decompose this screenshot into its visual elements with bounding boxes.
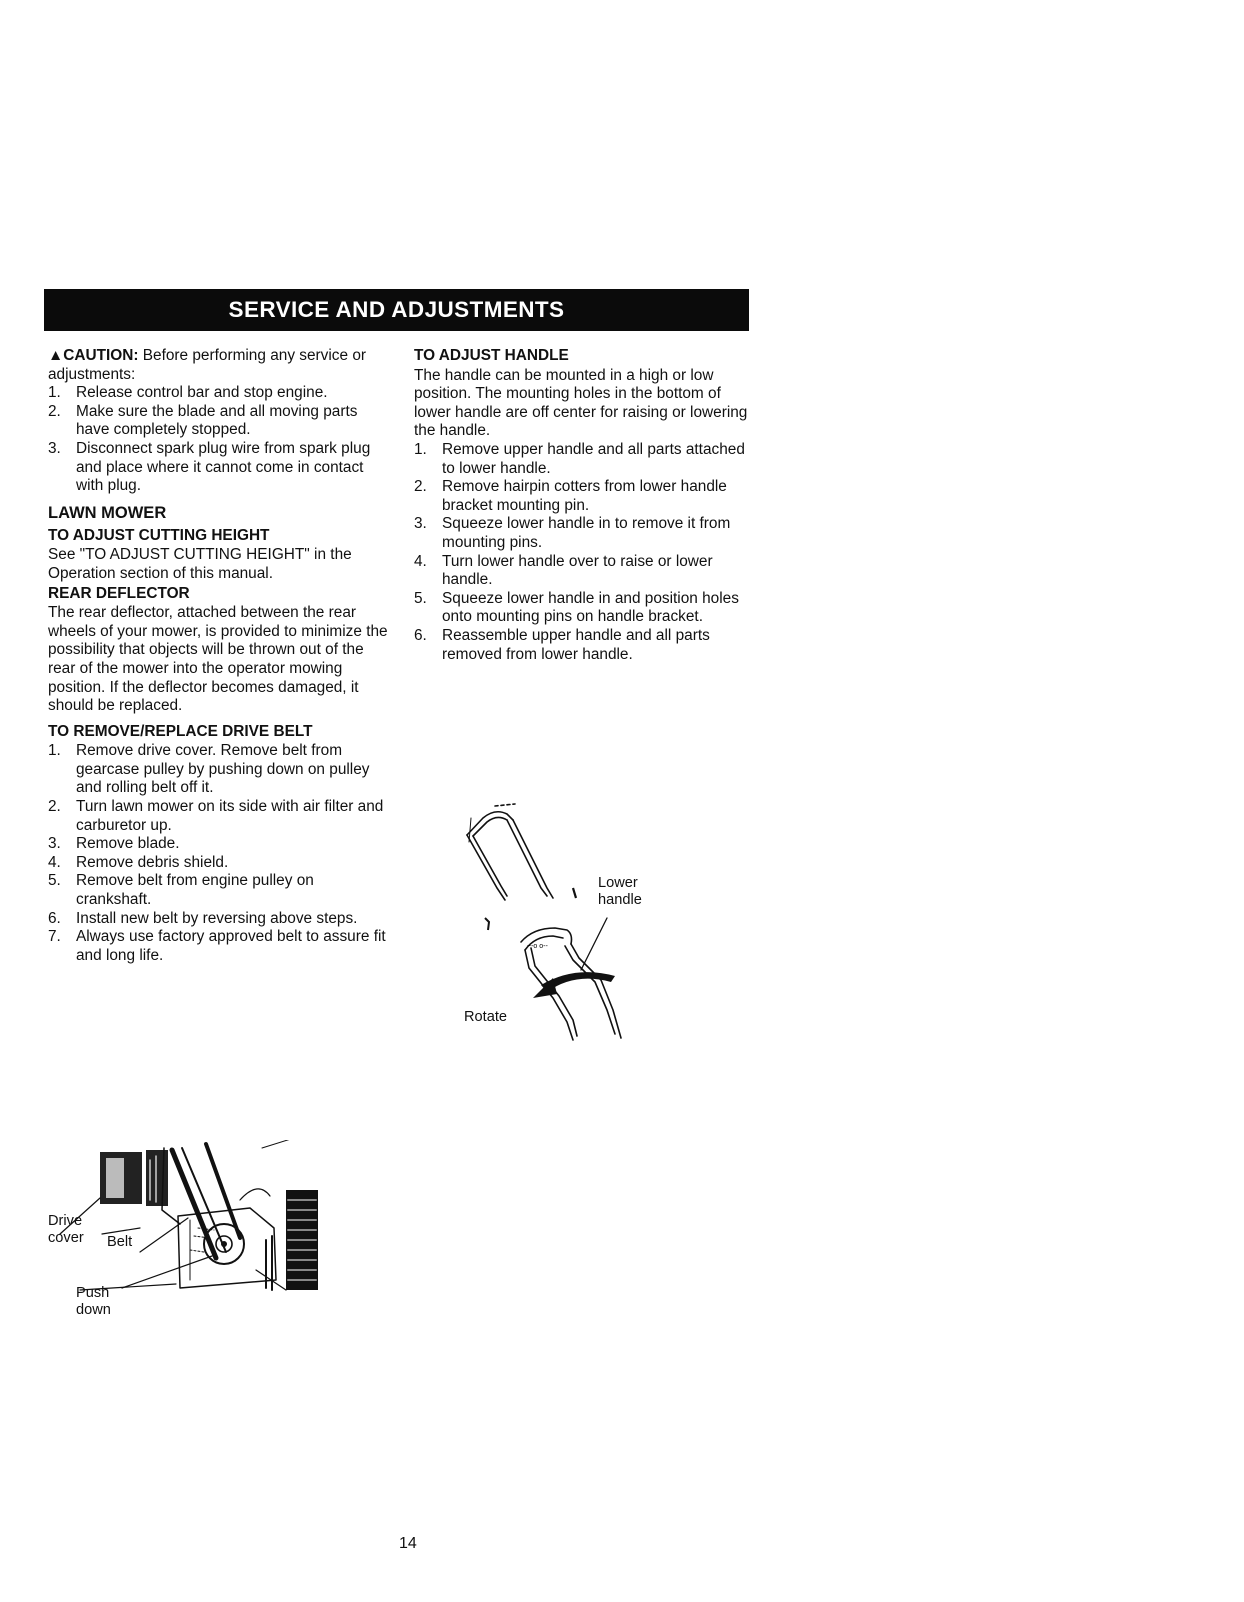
list-item [414, 627, 759, 664]
step-text: Make sure the blade and all moving parts have completely stopped. [76, 402, 358, 439]
step-text: Remove blade. [76, 835, 180, 853]
down-label: down [76, 1302, 111, 1318]
list-item [414, 478, 759, 515]
list-item [414, 441, 759, 478]
list-item [48, 403, 393, 440]
handle-bracket-mark: ~-o o-- [527, 943, 548, 950]
step-text: Squeeze lower handle in and position holes onto mounting pins on handle bracket. [442, 589, 739, 626]
step-text: Install new belt by reversing above steps. [76, 909, 358, 927]
step-number: 2. [414, 478, 427, 496]
lower-label: Lower [598, 875, 638, 891]
step-text: Turn lower handle over to raise or lower handle. [442, 552, 713, 589]
cutting-height-heading: TO ADJUST CUTTING HEIGHT [48, 526, 270, 544]
handle-steps-list [414, 441, 759, 664]
step-number: 1. [48, 384, 61, 402]
step-text: Remove upper handle and all parts attached to lower handle. [442, 440, 745, 477]
rear-deflector-heading: REAR DEFLECTOR [48, 584, 190, 602]
step-text: Remove hairpin cotters from lower handle bracket mounting pin. [442, 478, 727, 514]
list-item [414, 553, 759, 590]
caution-label: CAUTION: [63, 347, 139, 364]
step-number: 1. [414, 440, 427, 458]
step-text: Remove drive cover. Remove belt from gearcase pulley by pushing down on pulley and rolling belt off it. [76, 742, 370, 797]
caution-text: Before performing any service or adjustments: [48, 347, 367, 383]
list-item [48, 910, 393, 929]
step-number: 6. [48, 909, 61, 927]
cover-label: cover [48, 1230, 84, 1246]
rotate-label: Rotate [464, 1009, 507, 1025]
list-item [414, 590, 759, 627]
list-item [48, 835, 393, 854]
handle-label: handle [598, 892, 642, 908]
drive-belt-heading: TO REMOVE/REPLACE DRIVE BELT [48, 722, 313, 740]
step-number: 6. [414, 626, 427, 644]
step-number: 2. [48, 798, 61, 816]
cutting-height-text: See "TO ADJUST CUTTING HEIGHT" in the Operation section of this manual. [48, 546, 352, 582]
list-item [414, 515, 759, 552]
drive-label: Drive [48, 1213, 83, 1229]
caution-paragraph [48, 347, 393, 384]
section-title: SERVICE AND ADJUSTMENTS [228, 297, 565, 322]
step-number: 3. [414, 515, 427, 533]
right-column [414, 347, 759, 664]
step-number: 4. [414, 552, 427, 570]
step-text: Release control bar and stop engine. [76, 384, 328, 402]
step-text: Turn lawn mower on its side with air filter and carburetor up. [76, 798, 384, 834]
step-text: Remove debris shield. [76, 853, 229, 871]
list-item [48, 384, 393, 403]
step-text: Squeeze lower handle in to remove it from mounting pins. [442, 515, 731, 551]
step-number: 1. [48, 742, 61, 760]
step-number: 2. [48, 402, 61, 420]
step-text: Reassemble upper handle and all parts removed from lower handle. [442, 626, 710, 663]
caution-label-wrap [48, 347, 138, 364]
push-label: Push [76, 1285, 110, 1301]
page-number: 14 [399, 1535, 417, 1552]
step-text: Remove belt from engine pulley on crankshaft. [76, 872, 314, 909]
step-number: 5. [414, 589, 427, 607]
step-text: Disconnect spark plug wire from spark plug and place where it cannot come in contact with plug. [76, 439, 371, 495]
step-number: 7. [48, 928, 61, 946]
caution-steps-list [48, 384, 393, 496]
step-number: 3. [48, 439, 61, 457]
lawn-mower-heading: LAWN MOWER [48, 503, 167, 522]
adjust-handle-heading: TO ADJUST HANDLE [414, 347, 569, 364]
step-number: 4. [48, 853, 61, 871]
section-banner [44, 289, 749, 331]
drive-belt-steps-list [48, 742, 393, 965]
rear-deflector-text: The rear deflector, attached between the rear wheels of your mower, is provided to minimize the possibility that objects will be thrown out of the rear of the mower into the operator mowing position. If the deflector becomes damaged, it should be replaced. [48, 604, 388, 715]
list-item [48, 928, 393, 965]
list-item [48, 440, 393, 496]
list-item [48, 872, 393, 909]
step-text: Always use factory approved belt to assure fit and long life. [76, 928, 386, 964]
list-item [48, 798, 393, 835]
warning-triangle-icon: ▲ [48, 347, 64, 364]
list-item [48, 742, 393, 798]
step-number: 3. [48, 835, 61, 853]
list-item [48, 854, 393, 873]
adjust-handle-text: The handle can be mounted in a high or low position. The mounting holes in the bottom of lower handle are off center for raising or lowering the handle. [414, 366, 748, 440]
left-column [48, 347, 393, 965]
step-number: 5. [48, 872, 61, 890]
belt-label: Belt [107, 1234, 133, 1250]
